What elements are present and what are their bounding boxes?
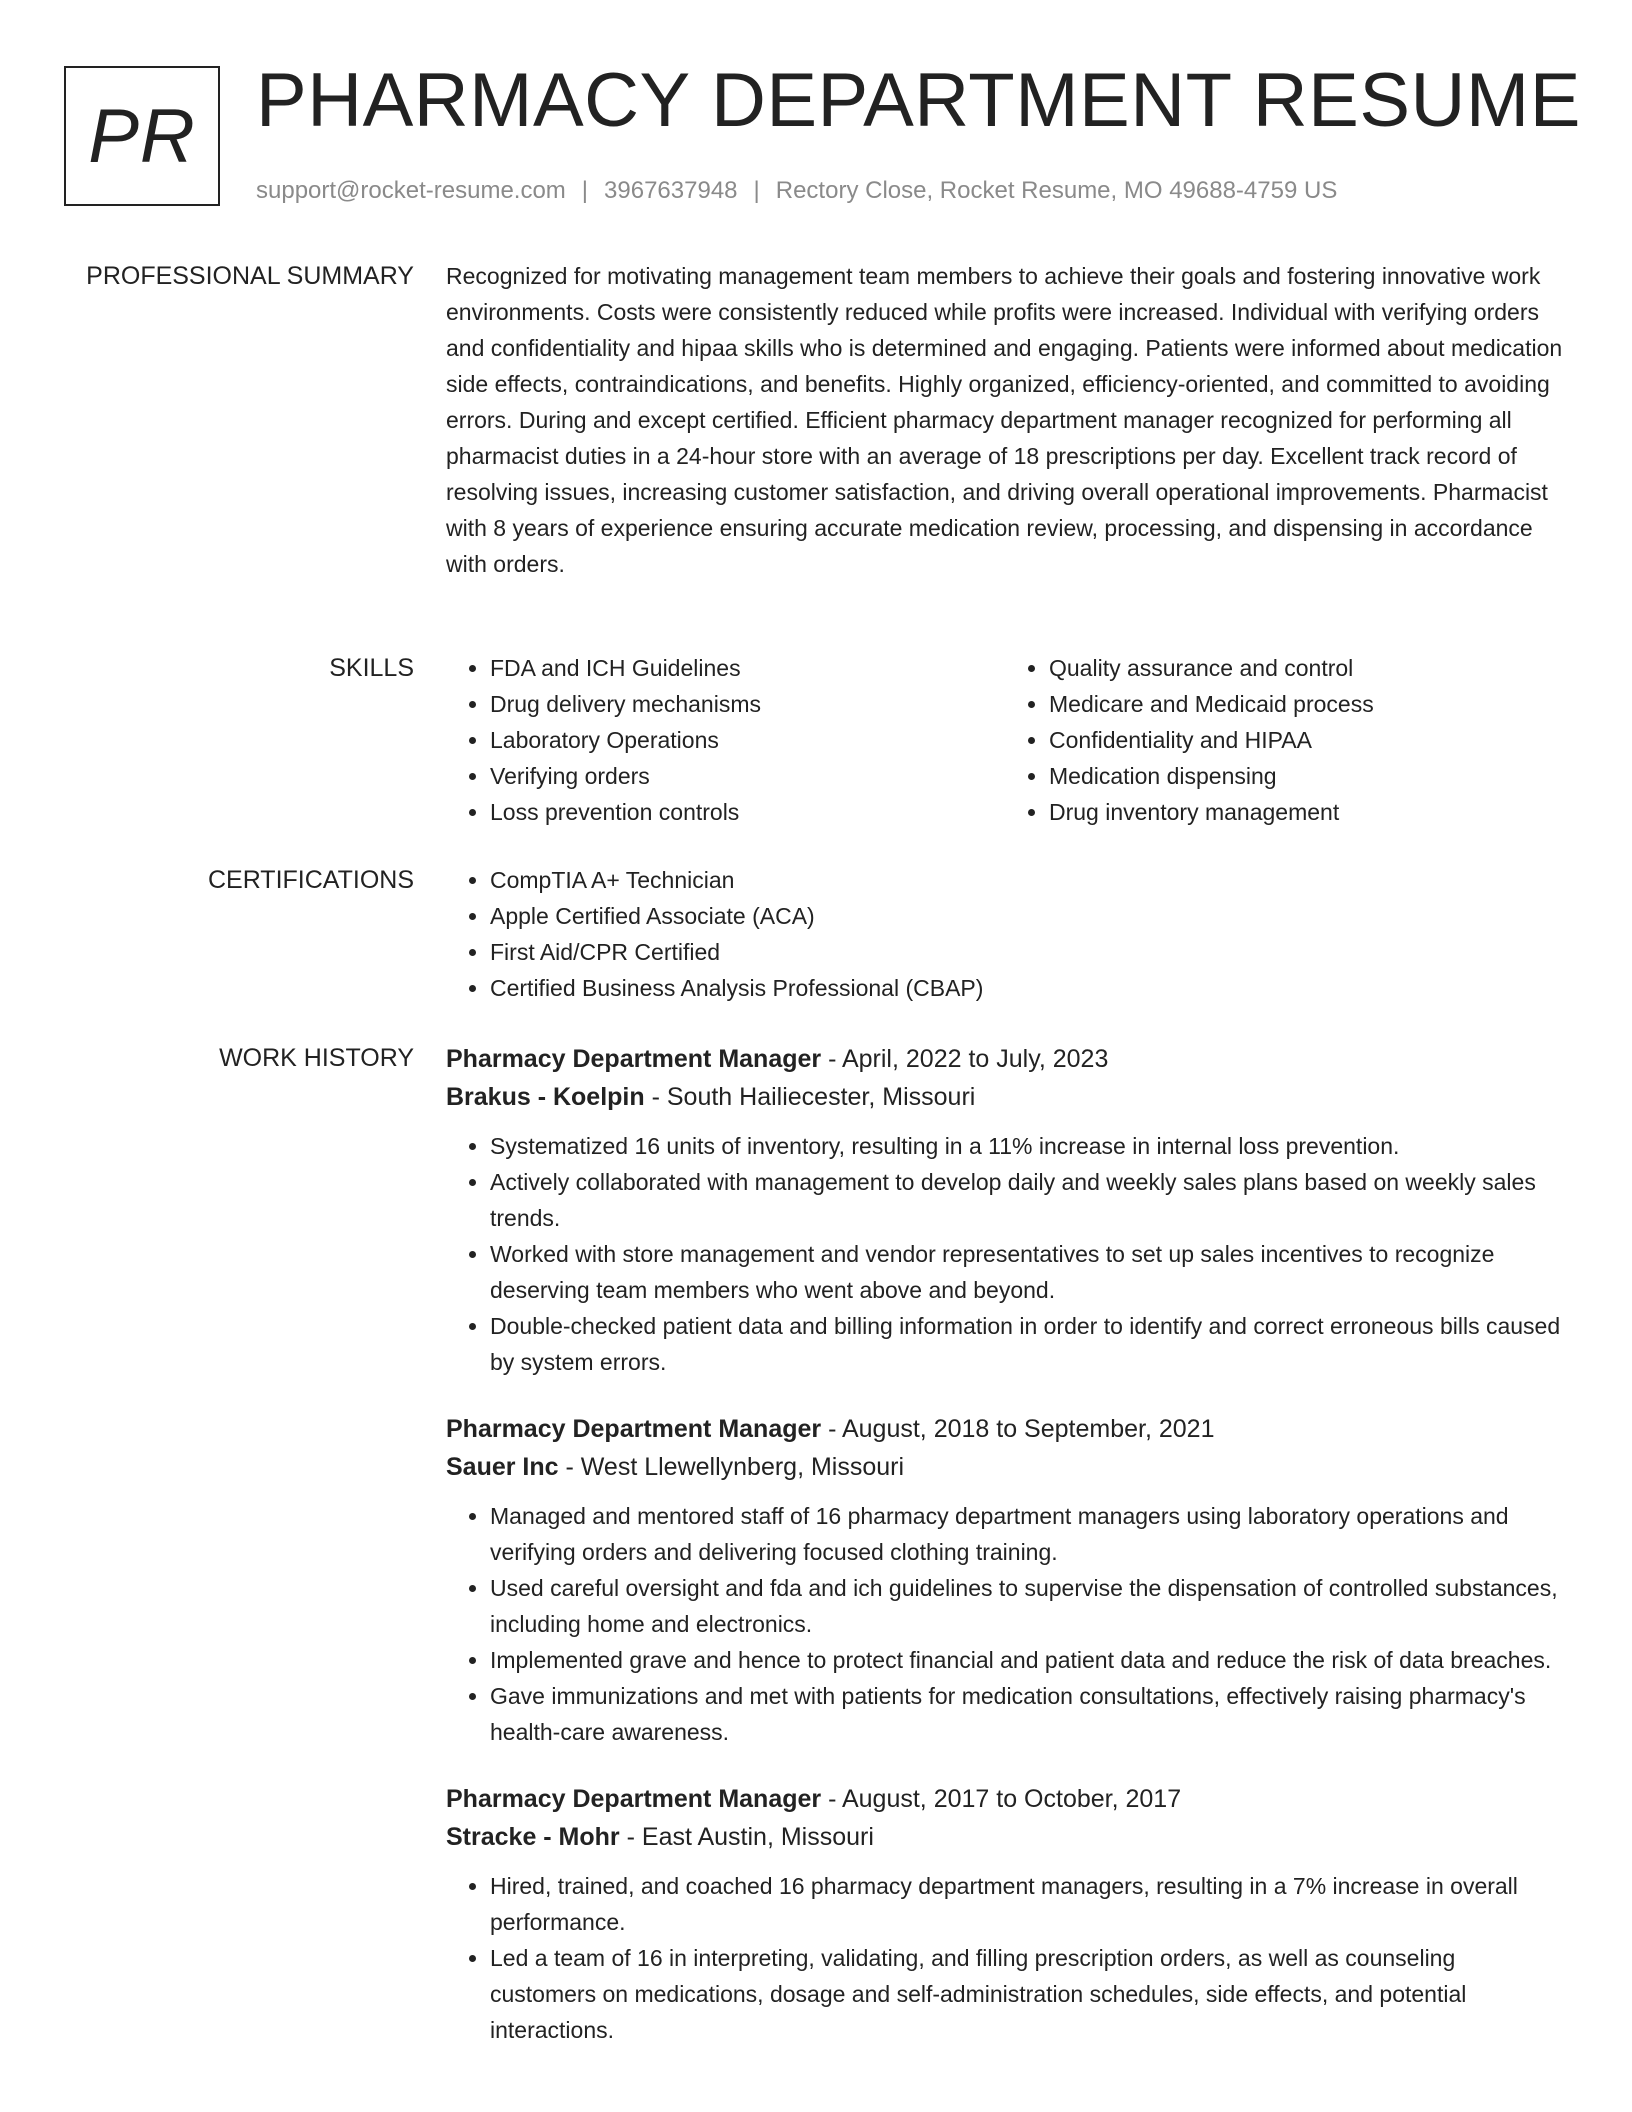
job-bullet: • Double-checked patient data and billing information in order to identify and correct erroneous bills caused by system errors. [490,1308,1564,1380]
job-location: - West Llewellynberg, Missouri [558,1453,905,1481]
job-bullets [446,1128,1564,1380]
skill-item: • Quality assurance and control [1049,650,1564,686]
job-title: Pharmacy Department Manager [446,1785,822,1813]
job-dates: - August, 2017 to October, 2017 [821,1785,1182,1813]
contact-line [256,174,1337,208]
contact-separator: | [753,177,760,204]
job-company: Stracke - Mohr [446,1823,620,1851]
job-bullet: • Managed and mentored staff of 16 pharmacy department managers using laboratory operations and verifying orders and delivering focused clothing training. [490,1498,1564,1570]
skills-list-right [1005,650,1564,830]
skill-item: • Confidentiality and HIPAA [1049,722,1564,758]
certification-item: • CompTIA A+ Technician [490,862,1564,898]
skill-item: • Drug delivery mechanisms [490,686,1005,722]
job-title-line [446,1410,1564,1448]
section-label-certifications: CERTIFICATIONS [207,866,414,894]
job-bullets [446,1498,1564,1750]
skill-item: • Loss prevention controls [490,794,1005,830]
job-entry [446,1780,1564,2048]
contact-address: Rectory Close, Rocket Resume, MO 49688-4759 US [775,177,1338,204]
job-location: - East Austin, Missouri [619,1823,874,1851]
summary-body [446,258,1564,582]
job-bullet: • Systematized 16 units of inventory, resulting in a 11% increase in internal loss prevention. [490,1128,1564,1164]
monogram-logo: PR [64,66,220,206]
certification-item: • Certified Business Analysis Professional (CBAP) [490,970,1564,1006]
job-bullet: • Gave immunizations and met with patients for medication consultations, effectively raising pharmacy's health-care awareness. [490,1678,1564,1750]
job-dates: - August, 2018 to September, 2021 [821,1415,1215,1443]
section-label-skills: SKILLS [329,654,414,682]
summary-text: Recognized for motivating management team members to achieve their goals and fostering innovative work environments. Costs were consistently reduced while profits were increased. Individual with verifying orders and confidentiality and hipaa skills who is determined and engaging. Patients were informed about medication side effects, contraindications, and benefits. Highly organized, efficiency-oriented, and committed to avoiding errors. During and except certified. Efficient pharmacy department manager recognized for performing all pharmacist duties in a 24-hour store with an average of 18 prescriptions per day. Excellent track record of resolving issues, increasing customer satisfaction, and driving overall operational improvements. Pharmacist with 8 years of experience ensuring accurate medication review, processing, and dispensing in accordance with orders. [446,263,1563,577]
job-bullet: • Actively collaborated with management to develop daily and weekly sales plans based on weekly sales trends. [490,1164,1564,1236]
certifications-body [446,862,1564,1006]
job-bullet: • Worked with store management and vendor representatives to set up sales incentives to recognize deserving team members who went above and beyond. [490,1236,1564,1308]
job-entry [446,1410,1564,1750]
job-title-line [446,1780,1564,1818]
contact-phone[interactable]: 3967637948 [604,177,738,204]
job-company-line [446,1448,1564,1486]
job-bullets [446,1868,1564,2048]
contact-email[interactable]: support@rocket-resume.com [256,177,566,204]
section-label-work-history: WORK HISTORY [219,1044,414,1072]
certification-item: • Apple Certified Associate (ACA) [490,898,1564,934]
job-dates: - April, 2022 to July, 2023 [821,1045,1109,1073]
job-bullet: • Used careful oversight and fda and ich guidelines to supervise the dispensation of controlled substances, including home and electronics. [490,1570,1564,1642]
job-entry [446,1040,1564,1380]
contact-separator: | [581,177,589,204]
skill-item: • Verifying orders [490,758,1005,794]
job-company: Sauer Inc [446,1453,559,1481]
certification-item: • First Aid/CPR Certified [490,934,1564,970]
job-company-line [446,1078,1564,1116]
job-location: - South Hailiecester, Missouri [644,1083,976,1111]
skill-item: • FDA and ICH Guidelines [490,650,1005,686]
skills-list-left [446,650,1005,830]
skill-item: • Laboratory Operations [490,722,1005,758]
job-title-line [446,1040,1564,1078]
skills-body [446,650,1564,830]
job-bullet: • Implemented grave and hence to protect financial and patient data and reduce the risk of data breaches. [490,1642,1564,1678]
skill-item: • Drug inventory management [1049,794,1564,830]
skill-item: • Medication dispensing [1049,758,1564,794]
job-bullet: • Hired, trained, and coached 16 pharmacy department managers, resulting in a 7% increase in overall performance. [490,1868,1564,1940]
job-company: Brakus - Koelpin [446,1083,645,1111]
section-label-summary: PROFESSIONAL SUMMARY [86,262,414,290]
work-history-body [446,1040,1564,2078]
job-title: Pharmacy Department Manager [446,1045,822,1073]
job-title: Pharmacy Department Manager [446,1415,822,1443]
page-title: PHARMACY DEPARTMENT RESUME [256,58,1581,143]
job-bullet: • Led a team of 16 in interpreting, validating, and filling prescription orders, as well as counseling customers on medications, dosage and self-administration schedules, side effects, and potential interactions. [490,1940,1564,2048]
job-company-line [446,1818,1564,1856]
skill-item: • Medicare and Medicaid process [1049,686,1564,722]
certifications-list [446,862,1564,1006]
